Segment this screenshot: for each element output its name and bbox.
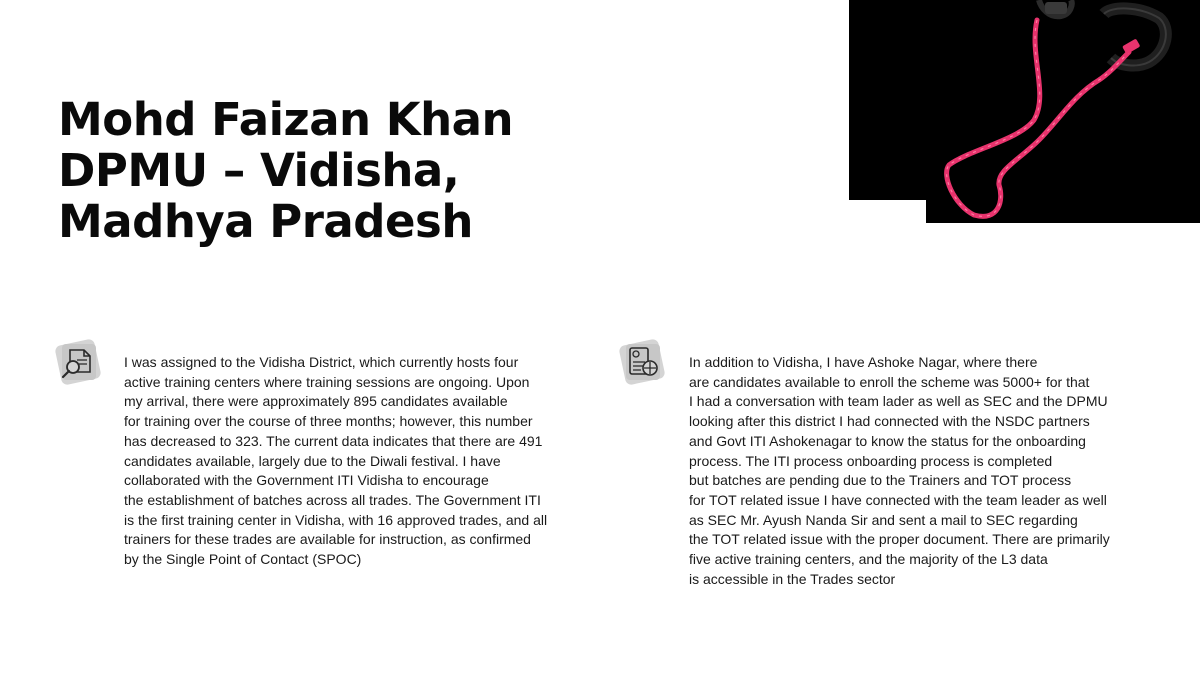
left-line: by the Single Point of Contact (SPOC) (124, 551, 362, 568)
search-document-icon (52, 336, 104, 388)
title-line-1: Mohd Faizan Khan (58, 93, 514, 146)
document-checklist-icon (616, 336, 668, 388)
right-line: is accessible in the Trades sector (689, 570, 896, 587)
right-line: the TOT related issue with the proper document. There are primarily (689, 531, 1110, 548)
right-line: but batches are pending due to the Trainers and TOT process (689, 472, 1072, 489)
left-line: candidates available, largely due to the Diwali festival. I have (124, 452, 501, 469)
right-line: are candidates available to enroll the scheme was 5000+ for that (689, 373, 1090, 390)
left-line: for training over the course of three months; however, this number (124, 413, 533, 430)
right-line: In addition to Vidisha, I have Ashoke Nagar, where there (689, 354, 1038, 370)
right-line: process. The ITI process onboarding process is completed (689, 452, 1053, 469)
title-line-2: DPMU – Vidisha, (58, 144, 460, 197)
left-line: collaborated with the Government ITI Vidisha to encourage (124, 472, 489, 489)
right-paragraph (689, 353, 1110, 589)
left-line: active training centers where training sessions are ongoing. Upon (124, 373, 530, 390)
left-line: has decreased to 323. The current data indicates that there are 491 (124, 432, 543, 449)
title-line-3: Madhya Pradesh (58, 195, 473, 248)
resistance-band-photo (849, 0, 1200, 223)
right-line: looking after this district I had connected with the NSDC partners (689, 413, 1090, 430)
left-paragraph (124, 353, 547, 570)
page-title (58, 94, 513, 247)
right-line: as SEC Mr. Ayush Nanda Sir and sent a mail to SEC regarding (689, 511, 1078, 528)
left-line: I was assigned to the Vidisha District, which currently hosts four (124, 354, 519, 370)
left-line: is the first training center in Vidisha, with 16 approved trades, and all (124, 511, 548, 528)
left-line: trainers for these trades are available for instruction, as confirmed (124, 531, 531, 548)
right-line: and Govt ITI Ashokenagar to know the status for the onboarding (689, 432, 1086, 449)
right-line: for TOT related issue I have connected with the team leader as well (689, 491, 1107, 508)
left-line: the establishment of batches across all trades. The Government ITI (124, 491, 541, 508)
left-line: my arrival, there were approximately 895 candidates available (124, 393, 508, 410)
right-line: five active training centers, and the majority of the L3 data (689, 551, 1048, 568)
right-line: I had a conversation with team lader as well as SEC and the DPMU (689, 393, 1108, 410)
